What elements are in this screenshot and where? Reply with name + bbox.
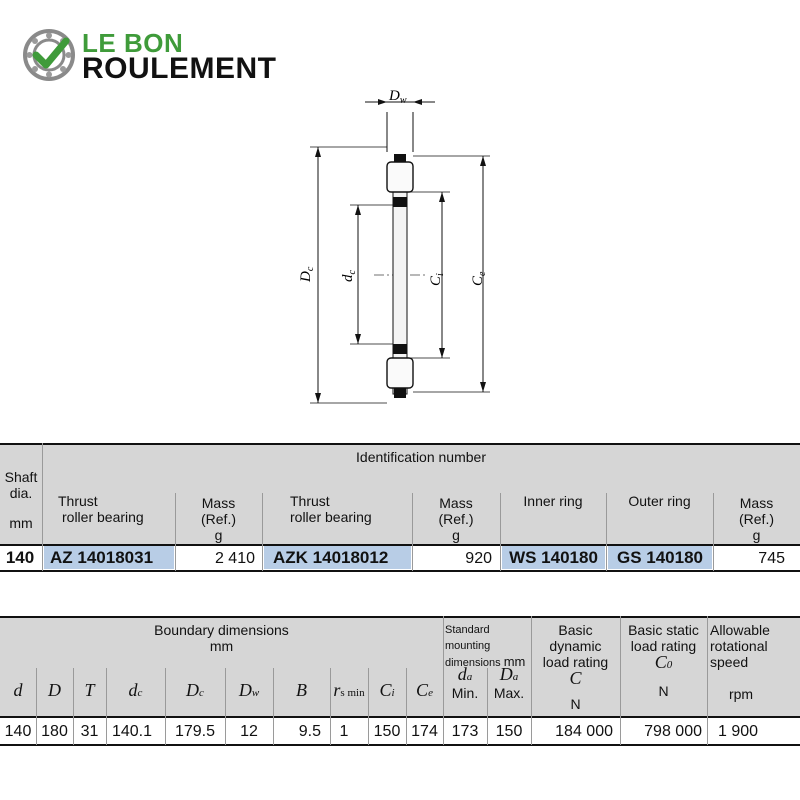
dimensions-table <box>0 616 800 746</box>
cell-Dc: 179.5 <box>174 723 216 740</box>
header-thrust-bearing: Thrust roller bearing <box>58 493 144 525</box>
cell-B: 9.5 <box>298 723 321 740</box>
header-identification: Identification number <box>356 449 486 465</box>
sym-T: T <box>84 680 95 700</box>
cell-da: 173 <box>451 723 479 740</box>
bearing-check-icon <box>22 28 76 82</box>
cell-mass-1: 2 410 <box>214 550 255 567</box>
cell-rs: 1 <box>339 723 349 740</box>
sym-B: B <box>296 680 307 700</box>
cell-gs-part[interactable]: GS 140180 <box>616 548 703 567</box>
sym-D: D <box>48 680 61 700</box>
cell-shaft: 140 <box>5 548 35 567</box>
brand-logo <box>22 26 302 86</box>
cell-Ci: 150 <box>373 723 401 740</box>
sym-Dc: Dc <box>186 680 204 700</box>
cell-Ce: 174 <box>411 723 438 740</box>
divider <box>0 570 800 572</box>
cell-static-load: 798 000 <box>644 723 702 740</box>
label-ce: $C_e$ <box>470 271 488 286</box>
identification-table <box>0 443 800 571</box>
logo-text-bottom: ROULEMENT <box>82 52 277 85</box>
sym-Ci: Ci <box>379 680 395 700</box>
header-mass-3: Mass (Ref.) g <box>739 495 774 543</box>
cell-D: 180 <box>41 723 68 740</box>
label-ci: $C_i$ <box>428 273 446 286</box>
cell-ws-part[interactable]: WS 140180 <box>509 548 598 567</box>
header-mass-2: Mass (Ref.) g <box>438 495 474 543</box>
logo-text-top: LE BON <box>82 28 184 58</box>
cell-dynamic-load: 184 000 <box>555 723 613 740</box>
header-outer-ring: Outer ring <box>628 493 691 509</box>
sym-rs: rs min <box>333 680 365 700</box>
cell-mass-3: 745 <box>758 550 785 567</box>
divider <box>0 716 800 718</box>
sym-Da: Da Max. <box>493 664 525 701</box>
header-rotational-speed: Allowable rotational speed rpm <box>710 622 770 702</box>
bearing-cross-section-drawing <box>290 82 510 412</box>
sym-d: d <box>13 680 23 700</box>
sym-Ce: Ce <box>416 680 433 700</box>
cell-az-part[interactable]: AZ 14018031 <box>50 548 154 567</box>
sym-dc: dc <box>128 680 143 700</box>
header-thrust-bearing-2: Thrust roller bearing <box>290 493 372 525</box>
header-boundary-dimensions: Boundary dimensions mm <box>154 622 289 654</box>
header-inner-ring: Inner ring <box>523 493 583 509</box>
header-dynamic-load: Basic dynamic load rating C N <box>542 622 609 712</box>
divider <box>0 443 800 445</box>
sym-da: da Min. <box>451 664 479 701</box>
cell-d: 140 <box>4 723 32 740</box>
cell-Dw: 12 <box>240 723 258 740</box>
divider <box>0 744 800 746</box>
header-mass-1: Mass (Ref.) g <box>201 495 236 543</box>
label-dw: $D_w$ <box>389 88 407 106</box>
cell-azk-part[interactable]: AZK 14018012 <box>273 548 389 567</box>
label-dc-outer: $D_c$ <box>298 266 316 282</box>
header-shaft: Shaft dia. mm <box>4 469 38 531</box>
cell-dc: 140.1 <box>111 723 153 740</box>
label-dc-inner: $d_c$ <box>340 270 358 282</box>
cell-speed: 1 900 <box>717 723 759 740</box>
header-static-load: Basic static load rating C0 N <box>628 622 699 699</box>
divider <box>0 616 800 618</box>
cell-T: 31 <box>80 723 99 740</box>
sym-Dw: Dw <box>238 680 260 700</box>
header-mounting-dimensions: Standard mounting dimensions mm <box>445 624 526 669</box>
cell-mass-2: 920 <box>465 550 492 567</box>
cell-Da: 150 <box>495 723 523 740</box>
